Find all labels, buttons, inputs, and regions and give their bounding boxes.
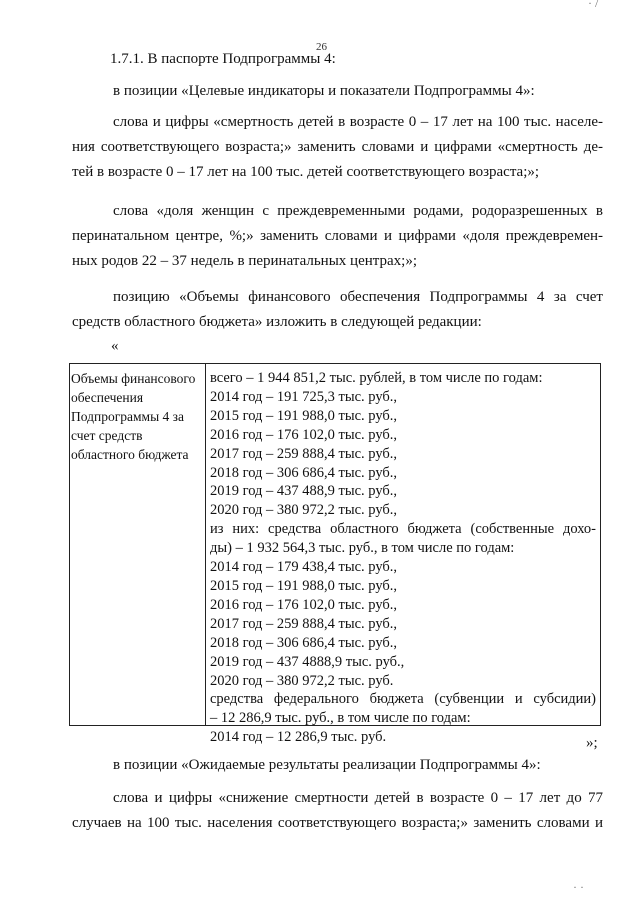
table-line: 2016 год – 176 102,0 тыс. руб.,	[210, 596, 398, 613]
paragraph-funding-line-2: средств областного бюджета» изложить в следующей редакции:	[72, 314, 482, 330]
paragraph-mortality-line-3: тей в возрасте 0 – 17 лет на 100 тыс. детей соответствующего возраста;»;	[72, 164, 540, 180]
table-line: 2018 год – 306 686,4 тыс. руб.,	[210, 634, 398, 651]
table-line: 2020 год – 380 972,2 тыс. руб.,	[210, 502, 398, 519]
paragraph-funding-line-1: позицию «Объемы финансового обеспечения Подпрограммы 4 за счет	[113, 289, 603, 305]
table-line: всего – 1 944 851,2 тыс. рублей, в том числе по годам:	[210, 370, 543, 386]
table-right-cell	[210, 369, 596, 747]
paragraph-results-line-1: слова и цифры «снижение смертности детей в возрасте 0 – 17 лет до 77	[113, 790, 603, 806]
table-line: ды) – 1 932 564,3 тыс. руб., в том числе по годам:	[210, 540, 515, 557]
scan-mark-top: · /	[588, 0, 599, 10]
table-line: 2016 год – 176 102,0 тыс. руб.,	[210, 426, 398, 443]
table-line: 2020 год – 380 972,2 тыс. руб.	[210, 672, 394, 689]
table-line: средства федерального бюджета (субвенции и субсидии)	[210, 691, 596, 708]
table-line: из них: средства областного бюджета (собственные дохо-	[210, 521, 596, 538]
paragraph-mortality-line-2: ния соответствующего возраста;» заменить словами и цифрами «смертность де-	[72, 139, 603, 155]
opening-quote: «	[111, 338, 119, 354]
paragraph-mortality-line-1: слова и цифры «смертность детей в возрасте 0 – 17 лет на 100 тыс. населе-	[113, 114, 603, 130]
table-column-divider	[205, 363, 206, 726]
table-line: 2017 год – 259 888,4 тыс. руб.,	[210, 615, 398, 632]
section-heading: 1.7.1. В паспорте Подпрограммы 4:	[110, 51, 336, 67]
table-line: 2014 год – 179 438,4 тыс. руб.,	[210, 559, 398, 576]
closing-quote: »;	[586, 735, 598, 751]
paragraph-births-line-1: слова «доля женщин с преждевременными родами, родоразрешенных в	[113, 203, 603, 219]
table-line: 2019 год – 437 488,9 тыс. руб.,	[210, 483, 398, 500]
table-line: 2014 год – 12 286,9 тыс. руб.	[210, 729, 387, 746]
paragraph-births-line-3: ных родов 22 – 37 недель в перинатальных центрах;»;	[72, 253, 417, 269]
table-line: 2018 год – 306 686,4 тыс. руб.,	[210, 464, 398, 481]
table-line: 2017 год – 259 888,4 тыс. руб.,	[210, 445, 398, 462]
table-line: 2019 год – 437 4888,9 тыс. руб.,	[210, 653, 405, 670]
scan-mark-bottom: · ·	[573, 880, 584, 894]
table-line: – 12 286,9 тыс. руб., в том числе по годам:	[210, 710, 471, 727]
table-line: 2015 год – 191 988,0 тыс. руб.,	[210, 577, 398, 594]
paragraph-births-line-2: перинатальном центре, %;» заменить словами и цифрами «доля преждевремен-	[72, 228, 603, 244]
paragraph-results-line-2: случаев на 100 тыс. населения соответствующего возраста;» заменить словами и	[72, 815, 603, 831]
table-left-cell: Объемы финансового обеспечения Подпрограммы 4 за счет средств областного бюджета	[71, 371, 196, 462]
paragraph-indicators-intro: в позиции «Целевые индикаторы и показатели Подпрограммы 4»:	[113, 83, 535, 99]
table-line: 2015 год – 191 988,0 тыс. руб.,	[210, 407, 398, 424]
page-number: 26	[316, 41, 327, 53]
paragraph-results-intro: в позиции «Ожидаемые результаты реализации Подпрограммы 4»:	[113, 757, 541, 773]
table-line: 2014 год – 191 725,3 тыс. руб.,	[210, 388, 398, 405]
